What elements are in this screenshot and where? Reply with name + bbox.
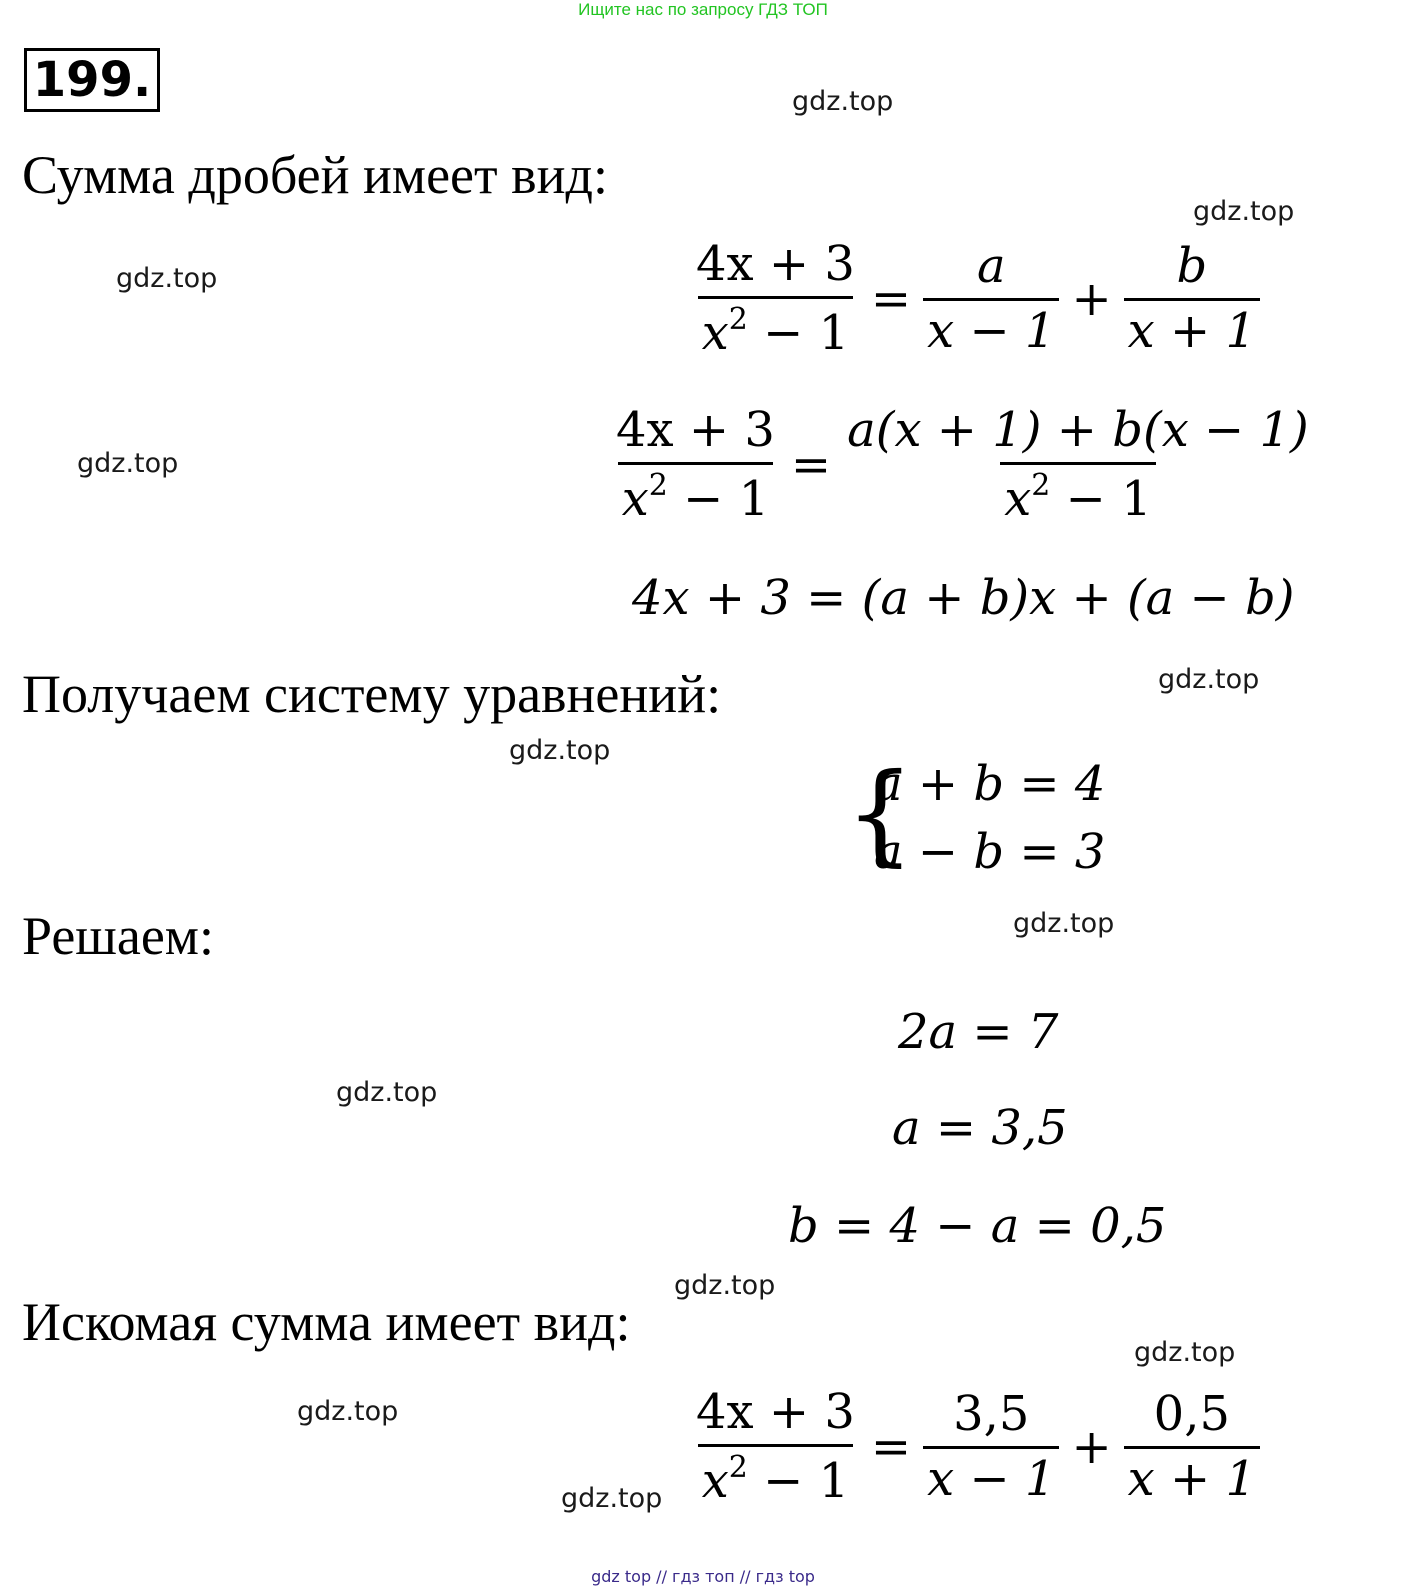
- watermark: gdz.top: [1193, 196, 1295, 227]
- fraction-denominator: [1000, 462, 1155, 527]
- plus-sign: +: [1071, 270, 1112, 327]
- fraction-denominator: [698, 296, 853, 361]
- exponent: 2: [1031, 468, 1051, 503]
- fraction-denominator: [698, 1444, 853, 1509]
- variable: x: [1004, 471, 1032, 527]
- watermark: gdz.top: [336, 1077, 438, 1108]
- exponent: 2: [728, 1450, 748, 1485]
- fraction-numerator: 0,5: [1153, 1386, 1231, 1442]
- system-brace: {: [845, 749, 915, 877]
- fraction-denominator: x − 1: [923, 298, 1059, 355]
- system-equation-1: a + b = 4: [874, 756, 1106, 812]
- fraction-3-5: [923, 1386, 1059, 1507]
- fraction-numerator: 4x + 3: [616, 402, 775, 458]
- equals-sign: =: [790, 436, 832, 493]
- fraction-numerator: a: [976, 238, 1006, 294]
- fraction-0-5: [1124, 1386, 1260, 1507]
- watermark: gdz.top: [116, 263, 218, 294]
- fraction-numerator: 4x + 3: [696, 236, 855, 292]
- task-number-box: 199.: [24, 48, 160, 112]
- watermark: gdz.top: [297, 1396, 399, 1427]
- equation-partial-fractions: [692, 236, 1260, 361]
- watermark: gdz.top: [509, 735, 611, 766]
- watermark: gdz.top: [77, 448, 179, 479]
- watermark: gdz.top: [1013, 908, 1115, 939]
- heading-fraction-sum: Сумма дробей имеет вид:: [22, 145, 608, 205]
- variable: x: [701, 1453, 729, 1509]
- watermark: gdz.top: [1158, 664, 1260, 695]
- exponent: 2: [728, 302, 748, 337]
- fraction-denominator: x + 1: [1124, 298, 1260, 355]
- equals-sign: =: [870, 1418, 912, 1475]
- denominator-rest: − 1: [667, 471, 770, 527]
- watermark: gdz.top: [792, 86, 894, 117]
- heading-result: Искомая сумма имеет вид:: [22, 1292, 631, 1352]
- fraction-a: [923, 238, 1059, 359]
- plus-sign: +: [1071, 1418, 1112, 1475]
- fraction-lhs: [692, 236, 859, 361]
- equation-common-denominator: [612, 402, 1313, 527]
- exponent: 2: [648, 468, 668, 503]
- heading-solve: Решаем:: [22, 906, 214, 966]
- fraction-lhs: [692, 1384, 859, 1509]
- fraction-rhs: [843, 402, 1313, 527]
- watermark: gdz.top: [1134, 1337, 1236, 1368]
- watermark: gdz.top: [674, 1270, 776, 1301]
- footer-watermark: gdz top // гдз топ // гдз top: [591, 1567, 815, 1586]
- fraction-denominator: [618, 462, 773, 527]
- fraction-numerator: b: [1176, 238, 1208, 294]
- fraction-numerator: 3,5: [953, 1386, 1030, 1442]
- fraction-denominator: x − 1: [923, 1446, 1059, 1503]
- system-equation-2: a − b = 3: [874, 824, 1106, 880]
- denominator-rest: − 1: [1050, 471, 1152, 527]
- solve-step-1: 2a = 7: [898, 1004, 1059, 1060]
- solve-step-2: a = 3,5: [892, 1100, 1068, 1156]
- variable: x: [701, 305, 729, 361]
- fraction-denominator: x + 1: [1124, 1446, 1260, 1503]
- fraction-numerator: a(x + 1) + b(x − 1): [847, 402, 1309, 458]
- solve-step-3: b = 4 − a = 0,5: [788, 1198, 1167, 1254]
- denominator-rest: − 1: [747, 305, 850, 361]
- equation-result: [692, 1384, 1260, 1509]
- equation-coefficients: 4x + 3 = (a + b)x + (a − b): [632, 570, 1295, 626]
- fraction-numerator: 4x + 3: [696, 1384, 855, 1440]
- top-search-hint: Ищите нас по запросу ГДЗ ТОП: [578, 0, 828, 19]
- denominator-rest: − 1: [747, 1453, 850, 1509]
- variable: x: [621, 471, 649, 527]
- fraction-b: [1124, 238, 1260, 359]
- heading-system: Получаем систему уравнений:: [22, 664, 722, 724]
- equals-sign: =: [870, 270, 912, 327]
- fraction-lhs: [612, 402, 779, 527]
- watermark: gdz.top: [561, 1483, 663, 1514]
